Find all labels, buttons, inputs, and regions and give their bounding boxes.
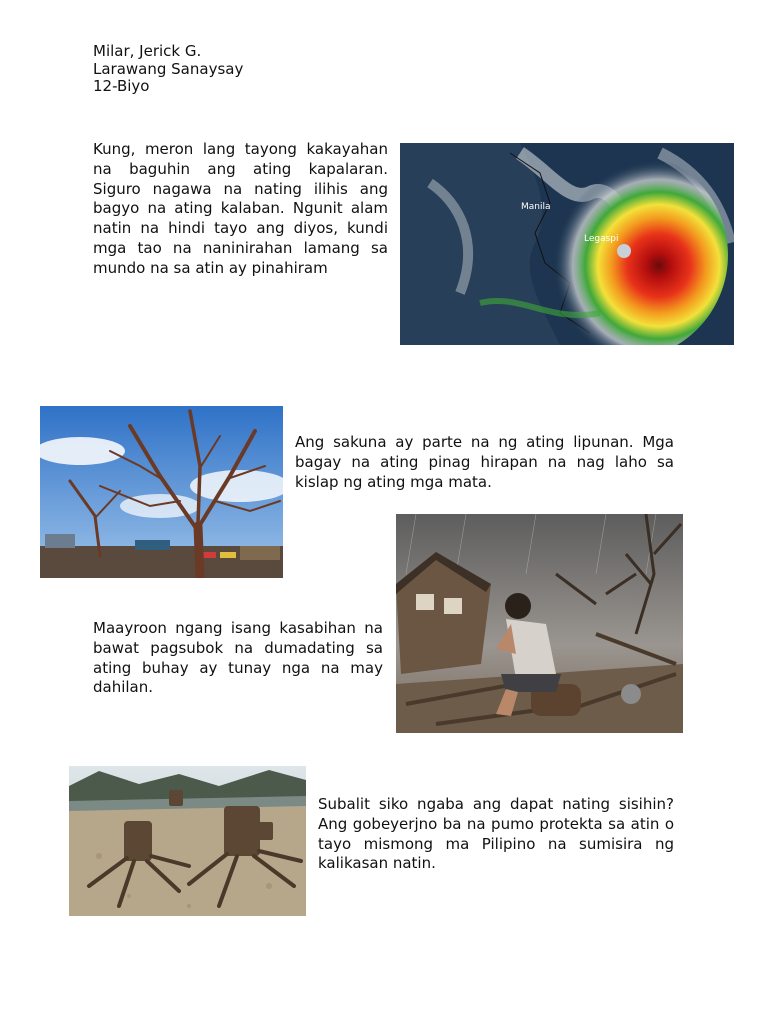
tree-stumps-image	[69, 766, 306, 916]
document-header	[93, 43, 243, 96]
document-title: Larawang Sanaysay	[93, 59, 244, 78]
grieving-person-image	[396, 514, 683, 733]
dead-tree-image	[40, 406, 283, 578]
map-label-legaspi: Legaspi	[584, 234, 619, 244]
class-section: 12-Biyo	[93, 77, 150, 95]
author-name: Milar, Jerick G.	[93, 42, 202, 60]
typhoon-satellite-image	[400, 143, 734, 345]
essay-paragraph-4: Subalit siko ngaba ang dapat nating sisihin? Ang gobeyerjno ba na pumo protekta sa atin o tayo mismong ma Pilipino na sumisira ng kalikasan natin.	[318, 795, 674, 873]
essay-paragraph-2: Ang sakuna ay parte na ng ating lipunan. Mga bagay na ating pinag hirapan na nag laho sa kislap ng ating mga mata.	[295, 433, 674, 491]
essay-paragraph-3: Maayroon ngang isang kasabihan na bawat pagsubok na dumadating sa ating buhay ay tunay nga na may dahilan.	[93, 619, 383, 697]
essay-paragraph-1: Kung, meron lang tayong kakayahan na baguhin ang ating kapalaran. Siguro nagawa na nating ilihis ang bagyo na ating kalaban. Ngunit alam natin na hindi tayo ang diyos, kundi mga tao na naninirahan lamang sa mundo na sa atin ay pinahiram	[93, 140, 388, 277]
map-label-manila: Manila	[521, 202, 551, 212]
